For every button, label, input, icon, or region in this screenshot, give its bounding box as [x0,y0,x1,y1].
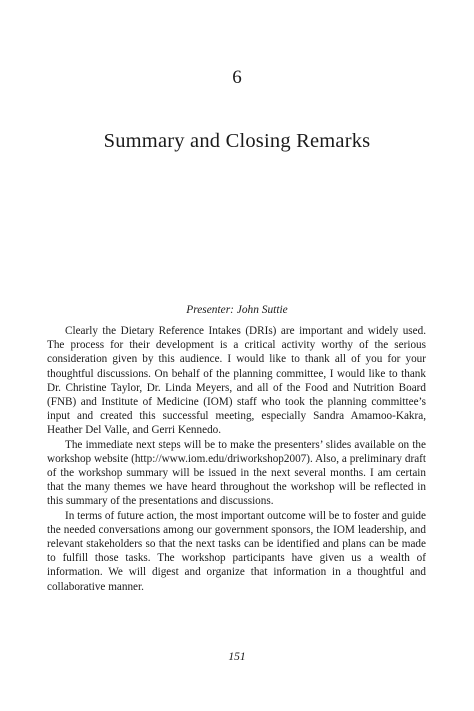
chapter-number: 6 [232,67,242,88]
paragraph-1: Clearly the Dietary Reference Intakes (DRIs) are important and widely used. The process for their development is a critical activity worthy of the serious consideration given by this audience. I would like to thank all of you for your thoughtful discussions. On behalf of the planning committee, I would like to thank Dr. Christine Taylor, Dr. Linda Meyers, and all of the Food and Nutrition Board (FNB) and Institute of Medicine (IOM) staff who took the planning committee’s input and created this successful meeting, especially Sandra Amamoo-Kakra, Heather Del Valle, and Gerri Kennedo. [47,325,426,437]
body-text [47,324,426,594]
presenter-line: Presenter: John Suttie [186,304,288,316]
chapter-title: Summary and Closing Remarks [103,130,371,152]
paragraph-3: In terms of future action, the most important outcome will be to foster and guide the needed conversations among our government sponsors, the IOM leadership, and relevant stakeholders so that the next tasks can be identified and plans can be made to fulfill those tasks. The workshop participants have given us a wealth of information. We will digest and organize that information in a thoughtful and collaborative manner. [47,509,426,593]
page-number: 151 [228,651,246,663]
paragraph-2: The immediate next steps will be to make the presenters’ slides available on the workshop website (http://www.iom.edu/driworkshop2007). Also, a preliminary draft of the workshop summary will be issued in the next several months. I am certain that the many themes we have heard throughout the workshop will be reflected in this summary of the presentations and discussions. [47,438,426,508]
